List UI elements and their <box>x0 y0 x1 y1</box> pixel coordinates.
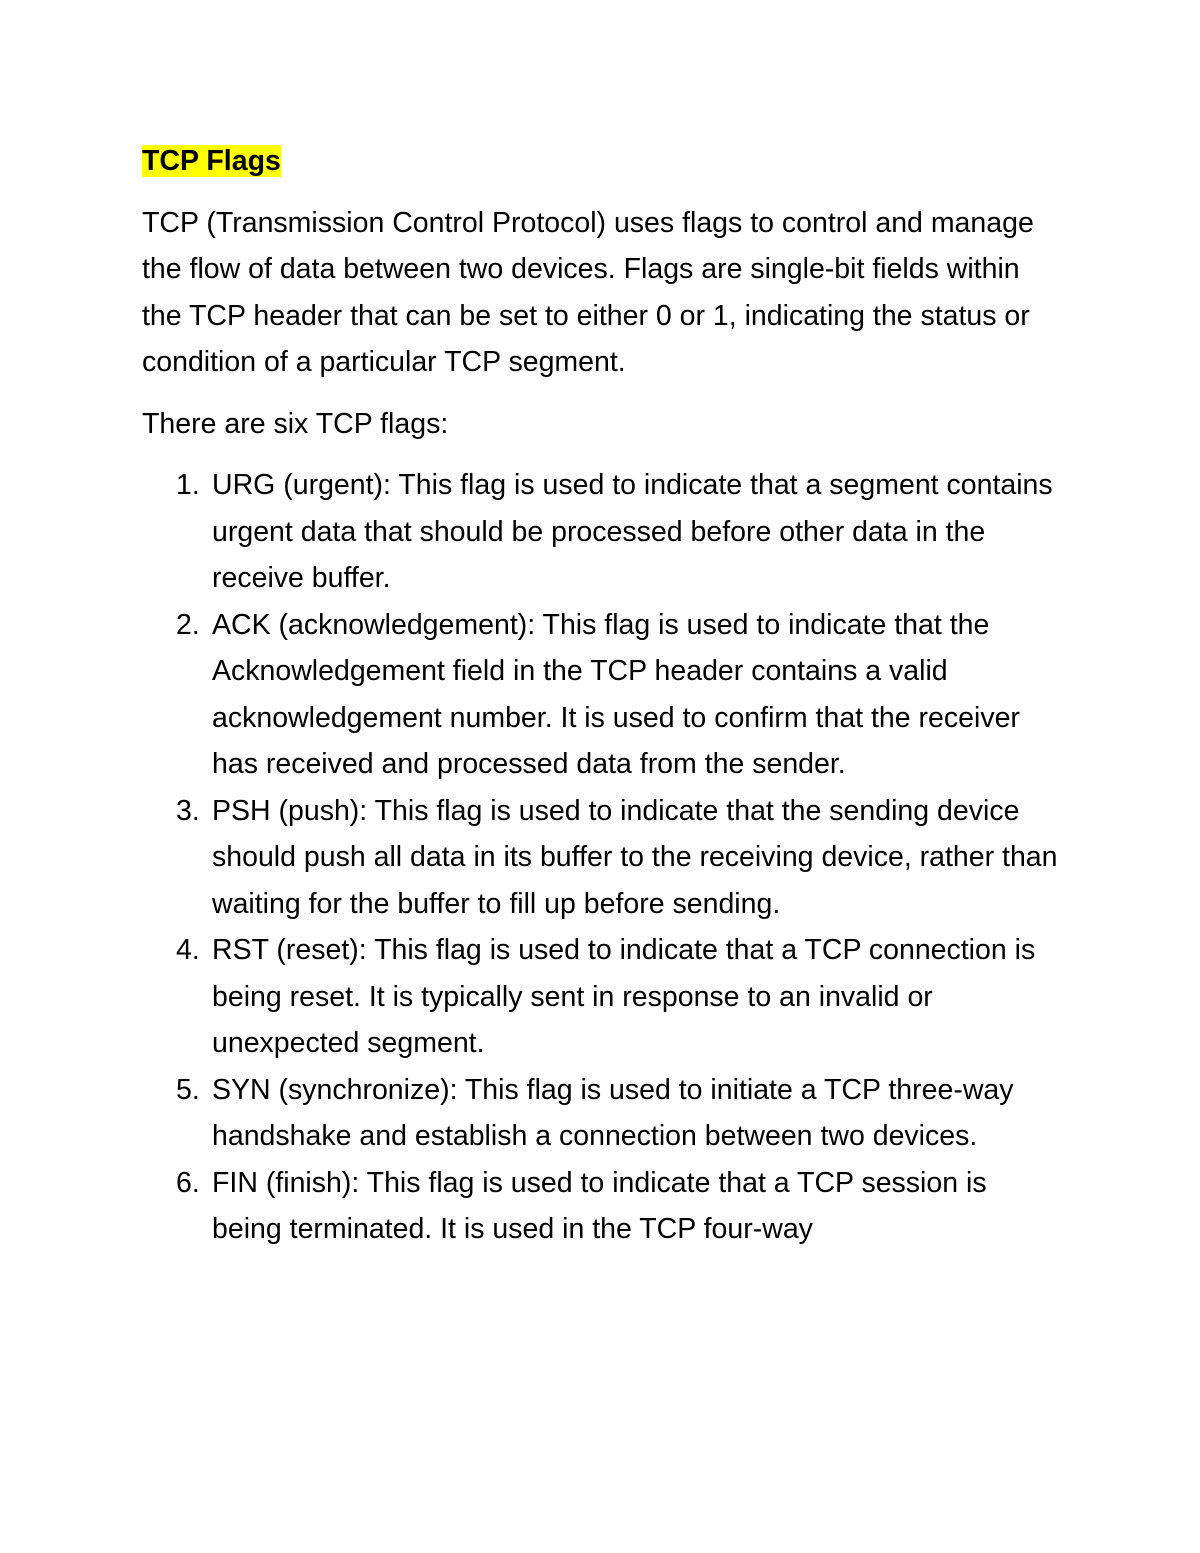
list-item-number: 4. <box>176 934 200 966</box>
tcp-flags-list <box>142 462 1062 1253</box>
list-item-text: ACK (acknowledgement): This flag is used to indicate that the Acknowledgement field in the TCP header contains a valid acknowledgement number. It is used to confirm that the receiver has received and processed data from the sender. <box>212 608 1020 780</box>
document-title <box>142 138 1062 185</box>
list-item <box>142 927 1062 1067</box>
list-item-number: 1. <box>176 469 200 501</box>
list-item-text: FIN (finish): This flag is used to indicate that a TCP session is being terminated. It is used in the TCP four-way <box>212 1166 987 1245</box>
list-item-text: PSH (push): This flag is used to indicate that the sending device should push all data in its buffer to the receiving device, rather than waiting for the buffer to fill up before sending. <box>212 794 1058 920</box>
list-item-number: 3. <box>176 794 200 827</box>
list-item-number: 6. <box>176 1166 200 1199</box>
list-item <box>142 788 1062 928</box>
title-highlight: TCP Flags <box>142 145 281 177</box>
list-item <box>142 462 1062 602</box>
intro-paragraph: TCP (Transmission Control Protocol) uses flags to control and manage the flow of data between two devices. Flags are single-bit fields within the TCP header that can be set to either 0 or 1, indicating the status or condition of a particular TCP segment. <box>142 206 1034 378</box>
list-item <box>142 602 1062 788</box>
list-item <box>142 1067 1062 1160</box>
list-item-text: SYN (synchronize): This flag is used to initiate a TCP three-way handshake and establish a connection between two devices. <box>212 1073 1014 1152</box>
list-item-text: RST (reset): This flag is used to indicate that a TCP connection is being reset. It is typically sent in response to an invalid or unexpected segment. <box>212 934 1036 1059</box>
document-content <box>142 138 1062 1253</box>
list-item-number: 2. <box>176 608 200 641</box>
list-lead-paragraph: There are six TCP flags: <box>142 407 449 440</box>
list-item-number: 5. <box>176 1073 200 1106</box>
list-item <box>142 1160 1062 1253</box>
list-item-text: URG (urgent): This flag is used to indicate that a segment contains urgent data that should be processed before other data in the receive buffer. <box>212 469 1053 594</box>
